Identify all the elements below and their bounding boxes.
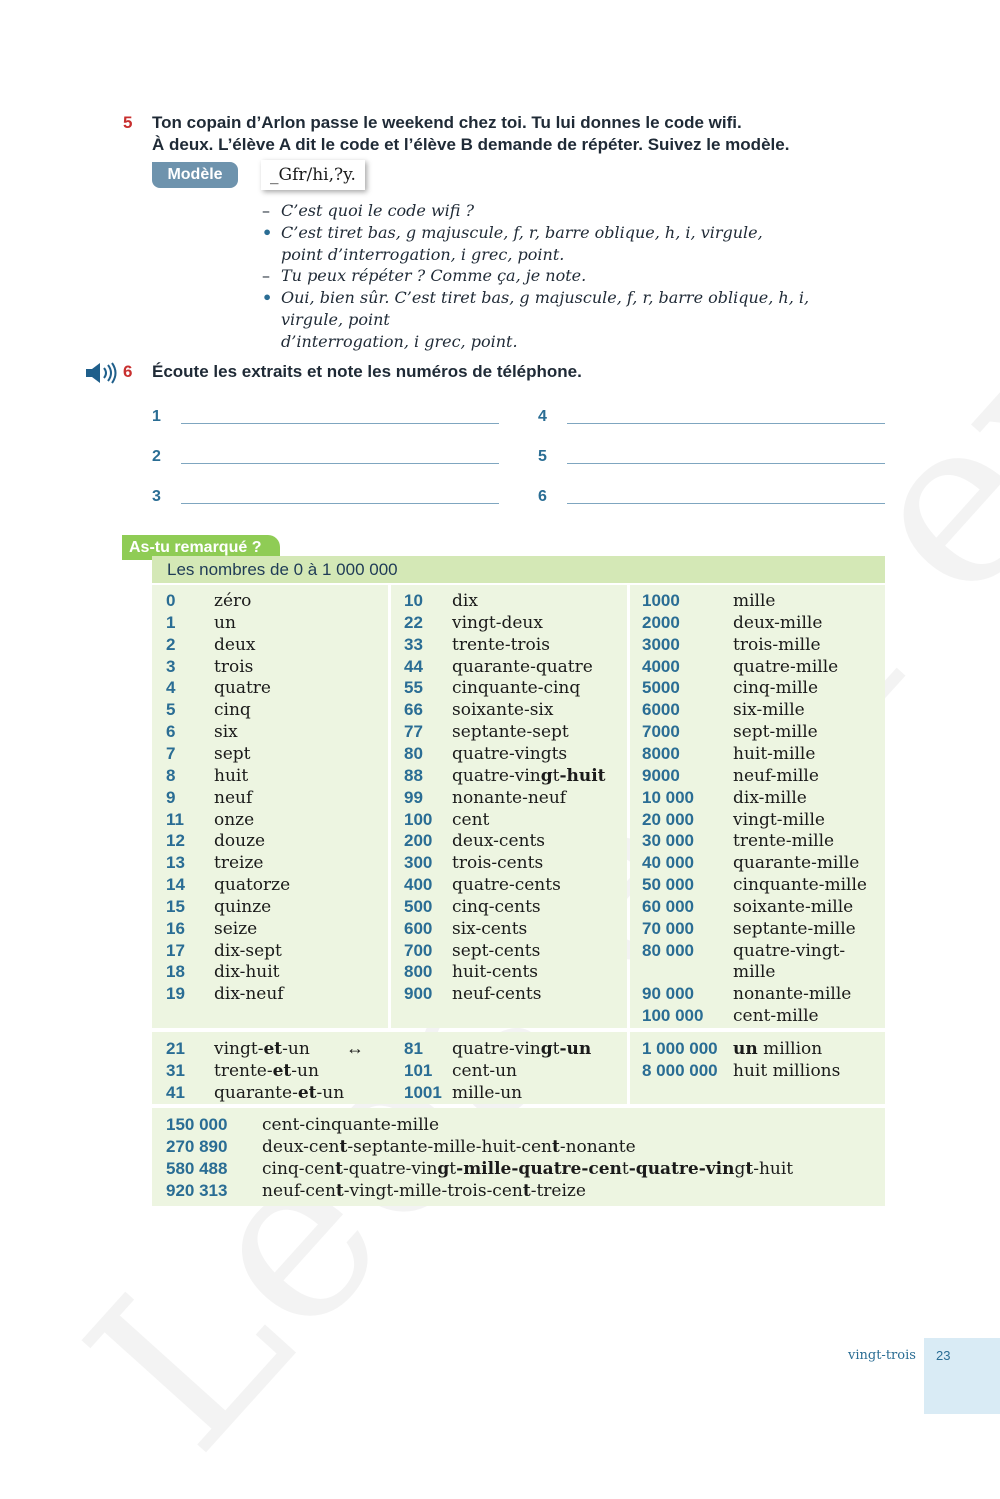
number-digits: 88	[404, 765, 423, 785]
number-digits: 580 488	[166, 1158, 228, 1178]
number-words: sept-mille	[733, 722, 818, 743]
number-words: cinquante-mille	[733, 875, 867, 896]
number-digits: 9	[166, 787, 176, 807]
number-row	[166, 1158, 794, 1180]
number-row	[642, 983, 1000, 1005]
number-words: un	[214, 612, 236, 633]
number-words: septante-sept	[452, 722, 569, 743]
number-digits: 40 000	[642, 853, 694, 873]
answer-line-4[interactable]	[567, 423, 885, 424]
number-words: dix-sept	[214, 940, 282, 961]
number-words: cinquante-cinq	[452, 678, 581, 699]
number-row	[404, 1082, 752, 1104]
number-digits: 66	[404, 700, 423, 720]
number-words: seize	[214, 918, 258, 939]
number-words: trois-cents	[452, 853, 544, 874]
number-digits: 920 313	[166, 1180, 228, 1200]
bullet-icon: •	[262, 222, 273, 242]
number-digits: 60 000	[642, 896, 694, 916]
number-words: neuf-mille	[733, 765, 819, 786]
number-words: six	[214, 722, 238, 743]
answer-label: 5	[538, 448, 547, 465]
number-row	[642, 918, 1000, 940]
dialog-line	[262, 222, 872, 266]
number-digits: 22	[404, 612, 423, 632]
number-digits: 3	[166, 656, 176, 676]
number-words: neuf	[214, 787, 253, 808]
number-digits: 100	[404, 809, 433, 829]
number-digits: 7	[166, 743, 176, 763]
answer-line-5[interactable]	[567, 463, 885, 464]
number-words: quatorze	[214, 875, 291, 896]
number-words: dix-huit	[214, 962, 280, 983]
number-digits: 20 000	[642, 809, 694, 829]
number-row	[642, 699, 1000, 721]
number-words: treize	[214, 853, 264, 874]
number-words: deux-cent-septante-mille-huit-cent-nonante	[262, 1136, 636, 1157]
number-words: huit-cents	[452, 962, 538, 983]
number-digits: 77	[404, 722, 423, 742]
number-digits: 500	[404, 896, 433, 916]
number-digits: 1	[166, 612, 176, 632]
dialog-line	[262, 287, 872, 352]
dash-marker: –	[262, 201, 270, 220]
audio-speaker-icon[interactable]	[84, 361, 118, 385]
number-row	[166, 1114, 562, 1136]
number-row	[642, 830, 1000, 852]
dialog-text: d’interrogation, i grec, point.	[281, 331, 518, 351]
number-digits: 19	[166, 984, 185, 1004]
number-row	[642, 612, 1000, 634]
dialog-text: point d’interrogation, i grec, point.	[281, 244, 565, 264]
number-words: huit-mille	[733, 743, 816, 764]
number-digits: 1 000 000	[642, 1039, 718, 1058]
equivalence-arrow-icon: ↔	[346, 1038, 364, 1058]
number-words: quatre-vingt-huit	[452, 765, 606, 786]
number-words: six-mille	[733, 700, 805, 721]
number-digits: 50 000	[642, 875, 694, 895]
number-words: vingt-mille	[733, 809, 825, 830]
number-row	[642, 590, 1000, 612]
number-words: dix	[452, 591, 478, 611]
answer-line-2[interactable]	[181, 463, 499, 464]
answer-line-3[interactable]	[181, 503, 499, 504]
number-words: cent-mille	[733, 1006, 819, 1027]
number-digits: 9000	[642, 765, 680, 785]
number-row	[166, 1180, 586, 1202]
number-digits: 7000	[642, 722, 680, 742]
number-words: sept	[214, 743, 251, 764]
number-row	[642, 743, 1000, 765]
number-words: huit millions	[733, 1060, 841, 1081]
number-digits: 3000	[642, 634, 680, 654]
number-digits: 15	[166, 896, 185, 916]
number-words: six-cents	[452, 918, 528, 939]
answer-label: 4	[538, 408, 547, 425]
number-digits: 10 000	[642, 787, 694, 807]
number-digits: 70 000	[642, 918, 694, 938]
number-words: un million	[733, 1039, 823, 1059]
remark-tab: As-tu remarqué ?	[122, 535, 280, 560]
number-digits: 14	[166, 875, 185, 895]
number-words: mille	[733, 591, 776, 611]
wifi-code-box: _Gfr/hi,?y.	[261, 160, 365, 190]
number-words: cinq-cent-quatre-vingt-mille-quatre-cent-quatre-vingt-huit	[262, 1158, 794, 1179]
number-words: quatre-cents	[452, 875, 561, 896]
page-number: 23	[936, 1348, 951, 1363]
number-words: quatre-vingt-	[733, 940, 846, 961]
number-digits: 99	[404, 787, 423, 807]
exercise-5-instruction-2: À deux. L’élève A dit le code et l’élève B demande de répéter. Suivez le modèle.	[152, 135, 790, 154]
number-words: quatre-mille	[733, 656, 839, 677]
number-digits: 16	[166, 918, 185, 938]
number-words: septante-mille	[733, 918, 856, 939]
dash-marker: –	[262, 266, 270, 286]
number-digits: 400	[404, 875, 433, 895]
number-digits: 33	[404, 634, 423, 654]
number-row	[642, 1038, 1000, 1060]
number-words: deux-mille	[733, 612, 823, 633]
number-words: dix-mille	[733, 787, 807, 808]
number-digits: 300	[404, 853, 433, 873]
number-row	[642, 809, 1000, 831]
number-row	[642, 787, 1000, 809]
number-digits: 12	[166, 831, 185, 851]
number-row	[642, 896, 1000, 918]
number-words: douze	[214, 831, 266, 852]
number-words: vingt-deux	[452, 612, 543, 633]
number-row	[642, 721, 1000, 743]
number-digits: 600	[404, 918, 433, 938]
number-digits: 800	[404, 962, 433, 982]
number-words: quinze	[214, 896, 272, 917]
answer-label: 1	[152, 408, 161, 425]
number-row	[642, 656, 1000, 678]
dialog-text: Oui, bien sûr. C’est tiret bas, g majuscule, f, r, barre oblique, h, i, virgule, point	[281, 288, 810, 329]
number-row	[642, 874, 1000, 896]
number-digits: 900	[404, 984, 433, 1004]
number-words: vingt-et-un	[214, 1039, 310, 1059]
model-label: Modèle	[152, 162, 238, 188]
exercise-5-number: 5	[123, 113, 133, 132]
number-digits: 30 000	[642, 831, 694, 851]
number-words: neuf-cent-vingt-mille-trois-cent-treize	[262, 1180, 586, 1201]
number-digits: 4	[166, 678, 176, 698]
number-digits: 41	[166, 1082, 185, 1102]
number-digits: 270 890	[166, 1136, 228, 1156]
dialog-line	[262, 265, 872, 287]
number-words: huit	[214, 765, 249, 786]
dialog-line	[262, 200, 872, 222]
number-words: trente-et-un	[214, 1060, 319, 1081]
number-words: cinq-cents	[452, 896, 541, 917]
number-digits: 8	[166, 765, 176, 785]
answer-line-6[interactable]	[567, 503, 885, 504]
number-words: nonante-neuf	[452, 787, 567, 808]
exercise-6-instruction: Écoute les extraits et note les numéros de téléphone.	[152, 362, 582, 381]
model-dialog	[262, 200, 872, 353]
number-words: dix-neuf	[214, 984, 284, 1005]
number-words: quarante-mille	[733, 853, 860, 874]
number-words: trois	[214, 656, 254, 677]
number-digits: 17	[166, 940, 185, 960]
number-words: sept-cents	[452, 940, 541, 961]
number-digits: 5000	[642, 678, 680, 698]
number-digits: 8000	[642, 743, 680, 763]
number-words: neuf-cents	[452, 984, 542, 1005]
number-row	[642, 634, 1000, 656]
exercise-5-instruction-1: Ton copain d’Arlon passe le weekend chez toi. Tu lui donnes le code wifi.	[152, 113, 742, 132]
number-row	[642, 1060, 1000, 1082]
number-digits: 1001	[404, 1082, 442, 1102]
number-words: onze	[214, 809, 255, 830]
number-row	[642, 765, 1000, 787]
answer-label: 6	[538, 488, 547, 505]
page-number-word: vingt-trois	[848, 1348, 916, 1363]
number-digits: 44	[404, 656, 423, 676]
number-digits: 200	[404, 831, 433, 851]
number-words: trente-trois	[452, 634, 550, 655]
answer-label: 3	[152, 488, 161, 505]
number-words: soixante-mille	[733, 896, 854, 917]
dialog-text: Tu peux répéter ? Comme ça, je note.	[281, 266, 587, 286]
number-words: quatre-vingt-un	[452, 1039, 592, 1059]
number-digits: 100 000	[642, 1006, 704, 1026]
number-words: trois-mille	[733, 634, 821, 655]
number-digits: 81	[404, 1039, 423, 1058]
answer-line-1[interactable]	[181, 423, 499, 424]
answer-label: 2	[152, 448, 161, 465]
number-row	[642, 677, 1000, 699]
number-words: zéro	[214, 591, 252, 611]
number-row	[642, 852, 1000, 874]
number-row	[642, 940, 1000, 962]
number-words: cinq-mille	[733, 678, 819, 699]
number-digits: 2000	[642, 612, 680, 632]
number-digits: 2	[166, 634, 176, 654]
number-words: deux	[214, 634, 256, 655]
number-digits: 55	[404, 678, 423, 698]
number-digits: 5	[166, 700, 176, 720]
number-words: quarante-quatre	[452, 656, 593, 677]
number-words: soixante-six	[452, 700, 554, 721]
number-words: cent-cinquante-mille	[262, 1115, 440, 1135]
number-digits: 4000	[642, 656, 680, 676]
numbers-box-header: Les nombres de 0 à 1 000 000	[152, 556, 885, 583]
exercise-6-number: 6	[123, 362, 133, 381]
number-digits: 11	[166, 809, 184, 829]
number-digits: 80 000	[642, 940, 694, 960]
number-digits: 31	[166, 1060, 185, 1080]
number-words: mille	[733, 962, 776, 983]
number-digits: 150 000	[166, 1115, 228, 1134]
number-digits: 13	[166, 853, 185, 873]
dialog-text: C’est quoi le code wifi ?	[281, 201, 475, 220]
number-digits: 700	[404, 940, 433, 960]
bullet-icon: •	[262, 288, 273, 308]
number-digits: 6	[166, 722, 176, 742]
number-digits: 10	[404, 591, 423, 610]
number-digits: 6000	[642, 700, 680, 720]
number-digits: 8 000 000	[642, 1060, 718, 1080]
number-row	[642, 961, 1000, 983]
number-words: quatre	[214, 678, 271, 699]
number-digits: 1000	[642, 591, 680, 610]
number-words: cent-un	[452, 1060, 518, 1081]
number-words: quatre-vingts	[452, 743, 568, 764]
number-words: mille-un	[452, 1082, 523, 1103]
number-row	[642, 1005, 1000, 1027]
dialog-text: C’est tiret bas, g majuscule, f, r, barre oblique, h, i, virgule,	[281, 222, 763, 242]
number-words: quarante-et-un	[214, 1082, 345, 1103]
number-digits: 90 000	[642, 984, 694, 1004]
number-words: deux-cents	[452, 831, 546, 852]
number-digits: 80	[404, 743, 423, 763]
number-words: cinq	[214, 700, 251, 721]
number-words: trente-mille	[733, 831, 835, 852]
number-words: cent	[452, 809, 490, 830]
number-digits: 18	[166, 962, 185, 982]
number-row	[166, 1136, 636, 1158]
number-digits: 0	[166, 591, 176, 610]
number-digits: 101	[404, 1060, 433, 1080]
number-digits: 21	[166, 1039, 185, 1058]
number-words: nonante-mille	[733, 984, 852, 1005]
